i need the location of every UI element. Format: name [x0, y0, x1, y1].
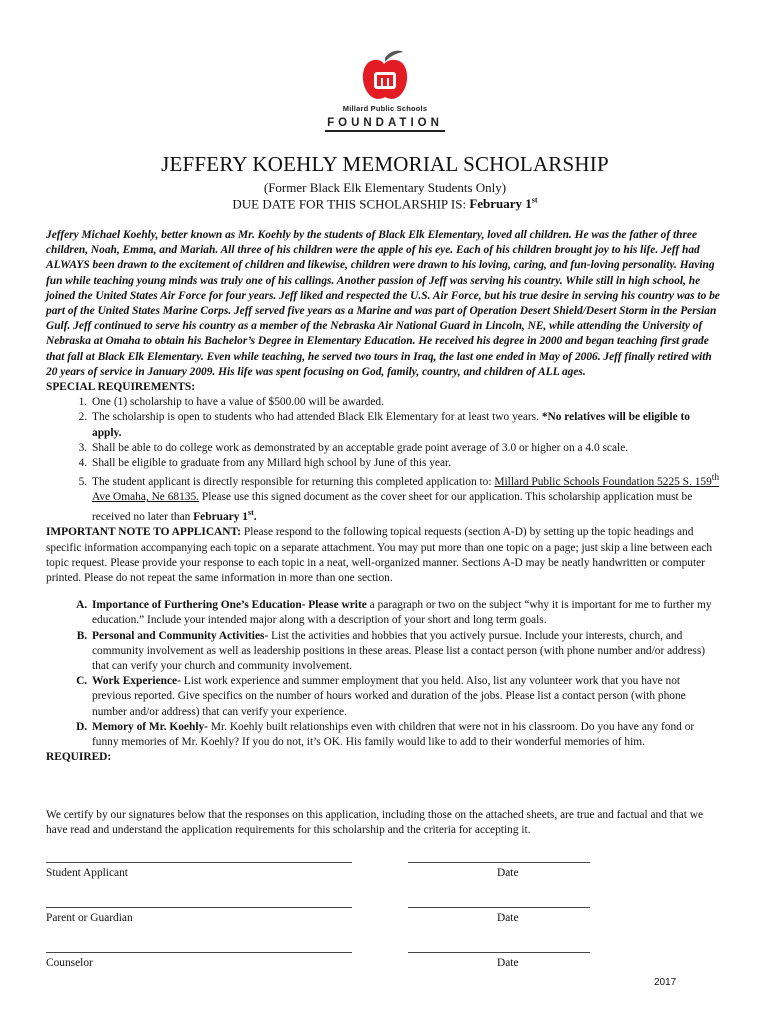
counselor-signature-line[interactable] [46, 952, 352, 953]
counselor-label: Counselor [46, 957, 93, 969]
student-applicant-label: Student Applicant [46, 867, 128, 879]
footer-year: 2017 [654, 977, 677, 988]
parent-signature-line[interactable] [46, 907, 352, 908]
foundation-logo [310, 50, 460, 135]
apple-logo-icon [357, 50, 413, 102]
foundation-address: Millard Public Schools Foundation 5225 S. 159th Ave Omaha, Ne 68135. [92, 473, 720, 504]
topics-list [46, 598, 720, 750]
counselor-date-label: Date [497, 957, 519, 969]
requirement-item: 5. The student applicant is directly responsible for returning this completed application to: Millard Public Schools Foundation 5225 S. 159th Ave Omaha, Ne 68135. Please use this signed document as the cover sheet for our application. This scholarship application must be received no later than February 1st. [90, 471, 720, 525]
document-title: JEFFERY KOEHLY MEMORIAL SCHOLARSHIP [161, 152, 609, 176]
requirement-item: 1. One (1) scholarship to have a value of $500.00 will be awarded. [90, 395, 720, 410]
due-date-prefix: DUE DATE FOR THIS SCHOLARSHIP IS: [232, 196, 467, 212]
student-date-label: Date [497, 867, 519, 879]
topic-item: A. Importance of Furthering One’s Education- Please write a paragraph or two on the subject “why it is important for me to further my education.” Include your intended major along with a description of your short and long term goals. [90, 598, 720, 628]
logo-foundation-word: FOUNDATION [325, 117, 445, 132]
special-requirements-heading: SPECIAL REQUIREMENTS: [46, 381, 196, 394]
requirements-list [46, 395, 720, 525]
parent-date-line[interactable] [408, 907, 590, 908]
biography-paragraph: Jeffery Michael Koehly, better known as Mr. Koehly by the students of Black Elk Elementary, loved all children. He was the father of three children, Noah, Emma, and Mariah. All three of his children were the apple of his eye. Each of his children brought joy to his life. Jeff had ALWAYS been drawn to the excitement of children and likewise, children were drawn to his loving, caring, and fun-loving personality. Having fun while teaching young minds was truly one of his callings. Another passion of Jeff was serving his country. While still in high school, he joined the United States Air Force for four years. Jeff liked and respected the U.S. Air Force, but his true desire in serving his country was to be part of the United States Marine Corps. Jeff served five years as a Marine and was part of Operation Desert Shield/Desert Storm in the Persian Gulf. Jeff continued to serve his country as a member of the Nebraska Air National Guard in Lincoln, NE, while attending the University of Nebraska at Omaha to obtain his Bachelor’s Degree in Elementary Education. He received his degree in 2000 and began teaching first grade that fall at Black Elk Elementary. Even while teaching, he served two tours in Iraq, the last one ended in May of 2006. Jeff finally retired with 20 years of service in January 2009. His life was spent focusing on God, family, country, and children of ALL ages. [46, 229, 720, 378]
topic-item: D. Memory of Mr. Koehly- Mr. Koehly built relationships even with children that were not in his classroom. Do you have any fond or funny memories of Mr. Koehly? If you do not, it’s OK. His family would like to add to their wonderful memories of him. [90, 720, 720, 750]
counselor-date-line[interactable] [408, 952, 590, 953]
parent-guardian-label: Parent or Guardian [46, 912, 133, 924]
requirement-item: 3. Shall be able to do college work as demonstrated by an acceptable grade point average of 3.0 or higher on a 4.0 scale. [90, 441, 720, 456]
certification-statement: We certify by our signatures below that the responses on this application, including those on the attached sheets, are true and factual and that we have read and understand the application requirements for this scholarship and the criteria for accepting it. [46, 809, 704, 837]
required-heading: REQUIRED: [46, 751, 112, 764]
requirement-item: 4. Shall be eligible to graduate from any Millard high school by June of this year. [90, 456, 720, 471]
logo-org-name: Millard Public Schools [342, 104, 428, 113]
topic-item: B. Personal and Community Activities- List the activities and hobbies that you actively pursue. Include your interests, church, and community involvement as well as leadership positions in these areas. Please list a contact person (with phone number and/or address) that can verify your church and community involvement. [90, 629, 720, 675]
topic-item: C. Work Experience- List work experience and summer employment that you held. Also, list any volunteer work that you have not previous reported. Give specifics on the number of hours worked and duration of the jobs. Please list a contact person (with phone number and/or address) that can verify your experience. [90, 674, 720, 720]
parent-date-label: Date [497, 912, 519, 924]
due-date-value: February 1st [469, 196, 538, 212]
main-content [46, 228, 720, 766]
student-signature-line[interactable] [46, 862, 352, 863]
student-date-line[interactable] [408, 862, 590, 863]
document-subtitle: (Former Black Elk Elementary Students Only) [263, 180, 507, 195]
important-note-label: IMPORTANT NOTE TO APPLICANT: [46, 526, 242, 539]
requirement-item: 2. The scholarship is open to students who had attended Black Elk Elementary for at least two years. *No relatives will be eligible to apply. [90, 410, 720, 440]
due-date-line [0, 196, 770, 212]
important-note: IMPORTANT NOTE TO APPLICANT: Please respond to the following topical requests (section A-D) by setting up the topic headings and specific information accompanying each topic on a separate attachment. You may put more than one topic on a page; just skip a line between each topic request. Please provide your response to each topic in a neat, well-organized manner. Sections A-D may be neatly handwritten or computer printed. Please do not repeat the same information in more than one section. [46, 526, 713, 585]
